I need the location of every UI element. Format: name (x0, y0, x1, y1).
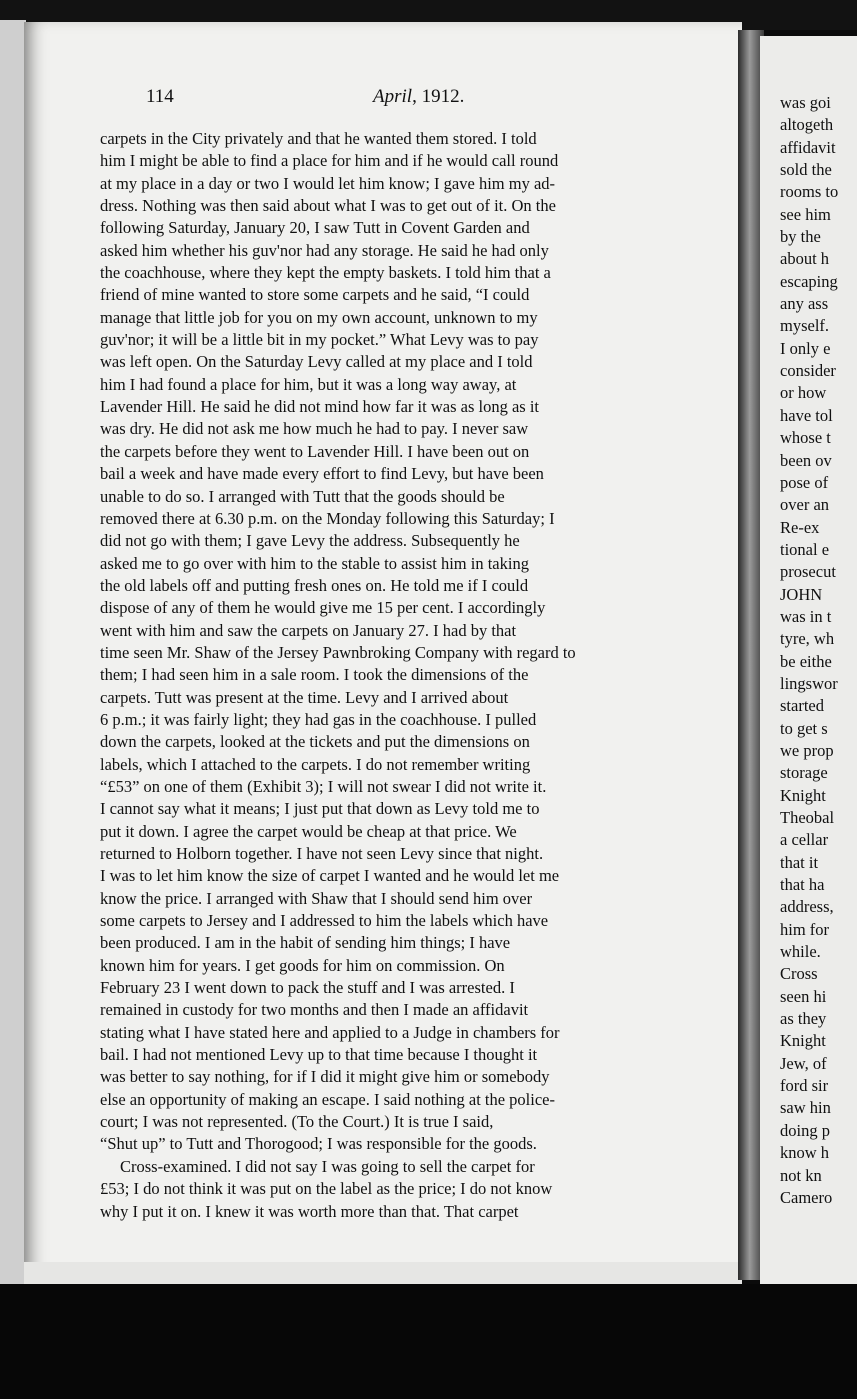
text-line: manage that little job for you on my own account, unknown to my (100, 307, 538, 327)
running-head-date (373, 86, 464, 108)
facing-text-line: altogeth (780, 115, 834, 135)
text-line: dispose of any of them he would give me 15 per cent. I accordingly (100, 598, 546, 618)
text-line: I was to let him know the size of carpet I wanted and he would let me (100, 866, 560, 886)
text-line: them; I had seen him in a sale room. I took the dimensions of the (100, 665, 529, 685)
text-line: I cannot say what it means; I just put that down as Levy told me to (100, 799, 540, 819)
text-line: why I put it on. I knew it was worth more than that. That carpet (100, 1201, 519, 1221)
facing-text-line: have tol (780, 405, 833, 425)
text-line: February 23 I went down to pack the stuff and I was arrested. I (100, 978, 515, 998)
text-line: put it down. I agree the carpet would be cheap at that price. We (100, 821, 517, 841)
facing-text-line: consider (780, 361, 836, 381)
facing-text-line: see him (780, 204, 831, 224)
text-line: court; I was not represented. (To the Court.) It is true I said, (100, 1112, 494, 1132)
facing-text-line: to get s (780, 718, 828, 738)
text-line: him I had found a place for him, but it was a long way away, at (100, 374, 517, 394)
text-line: dress. Nothing was then said about what I was to get out of it. On the (100, 196, 556, 216)
text-line: 6 p.m.; it was fairly light; they had gas in the coachhouse. I pulled (100, 709, 537, 729)
facing-text-line: address, (780, 897, 834, 917)
facing-text-line: Knight (780, 1031, 826, 1051)
facing-text-line: any ass (780, 294, 829, 314)
facing-text-line: or how (780, 383, 827, 403)
facing-text-line: Re-ex (780, 517, 820, 537)
facing-text-line: saw hin (780, 1098, 831, 1118)
facing-text-line: know h (780, 1143, 830, 1163)
text-line: was better to say nothing, for if I did it might give him or somebody (100, 1067, 550, 1087)
text-line: Lavender Hill. He said he did not mind how far it was as long as it (100, 397, 539, 417)
text-line: down the carpets, looked at the tickets and put the dimensions on (100, 732, 530, 752)
facing-text-line: Knight (780, 785, 826, 805)
text-line: “£53” on one of them (Exhibit 3); I will not swear I did not write it. (100, 776, 547, 796)
page-number: 114 (146, 86, 174, 107)
text-line: remained in custody for two months and then I made an affidavit (100, 1000, 529, 1020)
text-line: asked him whether his guv'nor had any storage. He said he had only (100, 240, 549, 260)
text-line: “Shut up” to Tutt and Thorogood; I was responsible for the goods. (100, 1134, 537, 1154)
scan-bottom-border (0, 1284, 857, 1399)
facing-text-line: started (780, 696, 824, 716)
facing-text-line: by the (780, 227, 821, 247)
facing-text-line: seen hi (780, 986, 827, 1006)
text-line: returned to Holborn together. I have not seen Levy since that night. (100, 844, 544, 863)
page-bottom-margin (24, 1262, 742, 1284)
text-line: following Saturday, January 20, I saw Tutt in Covent Garden and (100, 218, 530, 238)
facing-text-line: as they (780, 1009, 827, 1029)
text-line: unable to do so. I arranged with Tutt that the goods should be (100, 486, 505, 506)
facing-text-line: I only e (780, 338, 831, 358)
text-line: bail. I had not mentioned Levy up to that time because I thought it (100, 1045, 538, 1065)
text-line: was left open. On the Saturday Levy called at my place and I told (100, 352, 533, 372)
text-line: Cross-examined. I did not say I was going to sell the carpet for (120, 1156, 535, 1176)
facing-text-line: not kn (780, 1165, 822, 1185)
text-line: know the price. I arranged with Shaw that I should send him over (100, 888, 533, 908)
facing-text-line: him for (780, 919, 830, 939)
text-line: the carpets before they went to Lavender Hill. I have been out on (100, 441, 530, 461)
text-line: carpets in the City privately and that he wanted them stored. I told (100, 129, 537, 148)
facing-text-line: was in t (780, 606, 832, 626)
facing-text-line: Theobal (780, 808, 835, 827)
text-line: else an opportunity of making an escape. I said nothing at the police- (100, 1089, 555, 1109)
facing-text-line: that it (780, 852, 819, 872)
facing-text-line: was goi (780, 93, 831, 112)
facing-text-line: we prop (780, 740, 834, 760)
facing-text-line: Cross (780, 964, 818, 984)
facing-text-line: tional e (780, 539, 830, 559)
scan-left-edge (0, 20, 26, 1320)
text-line: bail a week and have made every effort to find Levy, but have been (100, 464, 544, 484)
facing-text-line: whose t (780, 428, 831, 448)
facing-text-line: storage (780, 763, 828, 783)
running-head-month: April (373, 86, 413, 107)
facing-text-line: doing p (780, 1120, 830, 1140)
facing-page-text (780, 92, 857, 1209)
facing-text-line: pose of (780, 472, 829, 492)
text-line: guv'nor; it will be a little bit in my pocket.” What Levy was to pay (100, 330, 539, 350)
text-line: some carpets to Jersey and I addressed to him the labels which have (100, 911, 549, 931)
facing-text-line: about h (780, 249, 830, 269)
running-head-year: , 1912. (412, 86, 465, 107)
facing-text-line: lingswor (780, 673, 838, 693)
facing-text-line: escaping (780, 271, 838, 291)
facing-text-line: Camero (780, 1187, 833, 1207)
text-line: time seen Mr. Shaw of the Jersey Pawnbroking Company with regard to (100, 642, 576, 662)
text-line: removed there at 6.30 p.m. on the Monday following this Saturday; I (100, 508, 555, 528)
facing-text-line: sold the (780, 160, 832, 180)
facing-text-line: affidavit (780, 137, 836, 157)
facing-text-line: rooms to (780, 182, 839, 202)
text-line: went with him and saw the carpets on January 27. I had by that (100, 620, 517, 640)
facing-text-line: JOHN (780, 584, 823, 604)
facing-text-line: been ov (780, 450, 832, 470)
facing-text-line: myself. (780, 316, 830, 336)
facing-text-line: over an (780, 495, 830, 515)
text-line: did not go with them; I gave Levy the address. Subsequently he (100, 531, 520, 551)
facing-text-line: a cellar (780, 830, 829, 850)
facing-text-line: while. (780, 942, 821, 962)
facing-text-line: ford sir (780, 1076, 829, 1096)
running-head (146, 86, 486, 114)
text-line: known him for years. I get goods for him on commission. On (100, 955, 505, 975)
text-line: at my place in a day or two I would let him know; I gave him my ad- (100, 173, 556, 193)
facing-text-line: Jew, of (780, 1053, 827, 1073)
text-line: the old labels off and putting fresh ones on. He told me if I could (100, 575, 529, 595)
text-line: him I might be able to find a place for him and if he would call round (100, 151, 559, 171)
facing-text-line: tyre, wh (780, 629, 835, 649)
text-line: stating what I have stated here and applied to a Judge in chambers for (100, 1022, 560, 1042)
text-line: £53; I do not think it was put on the label as the price; I do not know (100, 1179, 553, 1199)
text-line: carpets. Tutt was present at the time. Levy and I arrived about (100, 687, 509, 707)
text-line: been produced. I am in the habit of sending him things; I have (100, 933, 511, 953)
facing-text-line: be eithe (780, 651, 832, 671)
page-body-text (100, 128, 730, 1223)
text-line: was dry. He did not ask me how much he had to pay. I never saw (100, 419, 529, 439)
facing-text-line: that ha (780, 875, 825, 895)
text-line: labels, which I attached to the carpets. I do not remember writing (100, 754, 531, 774)
text-line: asked me to go over with him to the stable to assist him in taking (100, 553, 529, 573)
facing-text-line: prosecut (780, 562, 836, 582)
text-line: the coachhouse, where they kept the empty baskets. I told him that a (100, 263, 551, 283)
text-line: friend of mine wanted to store some carpets and he said, “I could (100, 285, 530, 305)
